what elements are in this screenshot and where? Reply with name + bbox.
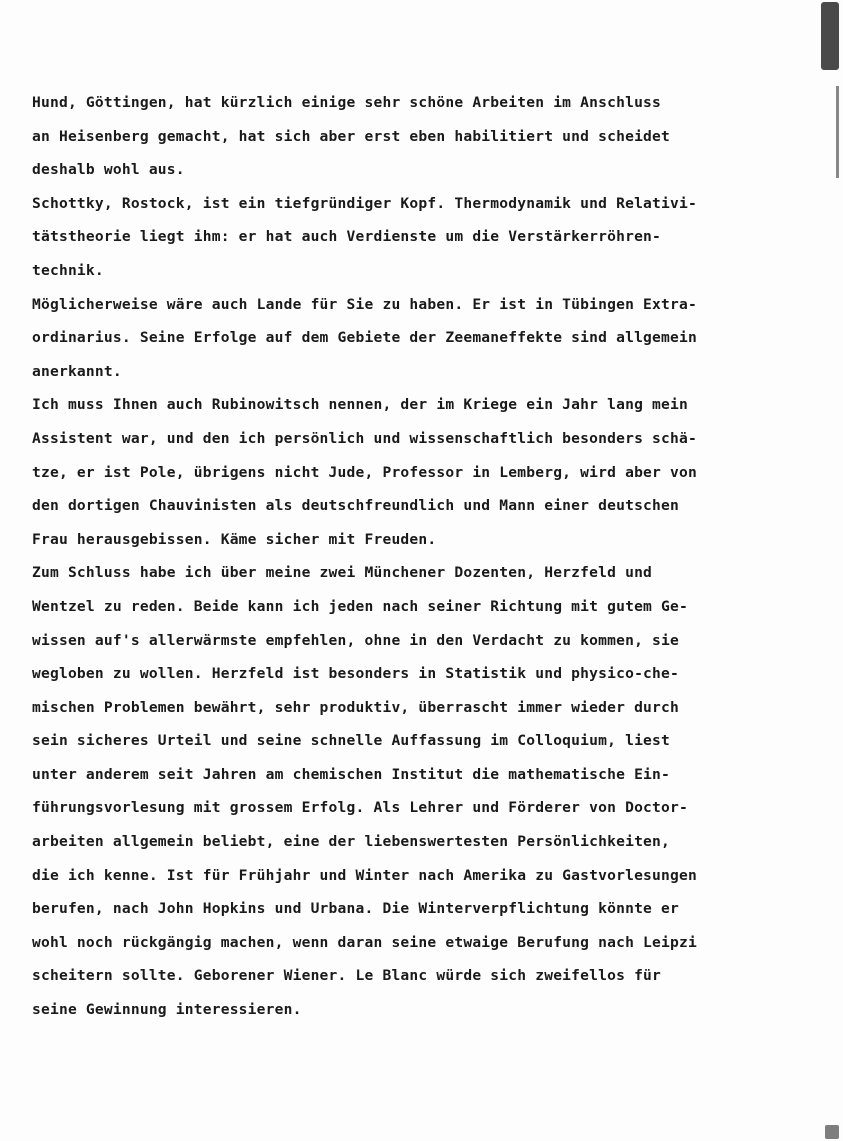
text-line: deshalb wohl aus. [32,161,185,179]
text-line: ordinarius. Seine Erfolge auf dem Gebiete der Zeemaneffekte sind allgemein [32,329,697,347]
text-line: arbeiten allgemein beliebt, eine der liebenswertesten Persönlichkeiten, [32,833,671,851]
text-line: berufen, nach John Hopkins und Urbana. Die Winterverpflichtung könnte er [32,900,680,918]
letter-body [32,86,822,1027]
text-line: Wentzel zu reden. Beide kann ich jeden nach seiner Richtung mit gutem Ge- [32,597,688,615]
page-edge-staple-mark [821,2,839,70]
text-line: unter anderem seit Jahren am chemischen Institut die mathematische Ein- [32,765,671,783]
text-line: Zum Schluss habe ich über meine zwei Münchener Dozenten, Herzfeld und [32,564,653,582]
text-line: technik. [32,261,104,279]
page-edge-shadow [836,86,839,178]
text-line: führungsvorlesung mit grossem Erfolg. Als Lehrer und Förderer von Doctor- [32,799,688,817]
text-line: tätstheorie liegt ihm: er hat auch Verdienste um die Verstärkerröhren- [32,228,662,246]
text-line: seine Gewinnung interessieren. [32,1001,302,1019]
text-line: Möglicherweise wäre auch Lande für Sie zu haben. Er ist in Tübingen Extra- [32,295,697,313]
text-line: Ich muss Ihnen auch Rubinowitsch nennen, der im Kriege ein Jahr lang mein [32,396,688,414]
text-line: Hund, Göttingen, hat kürzlich einige sehr schöne Arbeiten im Anschluss [32,94,662,111]
text-line: Frau herausgebissen. Käme sicher mit Freuden. [32,530,437,548]
text-line: tze, er ist Pole, übrigens nicht Jude, Professor in Lemberg, wird aber von [32,463,697,481]
text-line: sein sicheres Urteil und seine schnelle Auffassung im Colloquium, liest [32,732,671,750]
text-line: anerkannt. [32,362,122,380]
text-line: wohl noch rückgängig machen, wenn daran seine etwaige Berufung nach Leipzi [32,933,697,951]
text-line: den dortigen Chauvinisten als deutschfreundlich und Mann einer deutschen [32,497,680,515]
text-line: Assistent war, und den ich persönlich und wissenschaftlich besonders schä- [32,429,697,447]
text-line: Schottky, Rostock, ist ein tiefgründiger Kopf. Thermodynamik und Relativi- [32,194,697,212]
text-line: an Heisenberg gemacht, hat sich aber erst eben habilitiert und scheidet [32,127,671,145]
text-line: die ich kenne. Ist für Frühjahr und Winter nach Amerika zu Gastvorlesungen [32,866,697,884]
text-line: mischen Problemen bewährt, sehr produktiv, überrascht immer wieder durch [32,698,680,716]
text-line: wissen auf's allerwärmste empfehlen, ohne in den Verdacht zu kommen, sie [32,631,680,649]
text-line: scheitern sollte. Geborener Wiener. Le Blanc würde sich zweifellos für [32,967,662,985]
page-corner-mark [825,1125,839,1139]
text-line: wegloben zu wollen. Herzfeld ist besonders in Statistik und physico-che- [32,665,680,683]
